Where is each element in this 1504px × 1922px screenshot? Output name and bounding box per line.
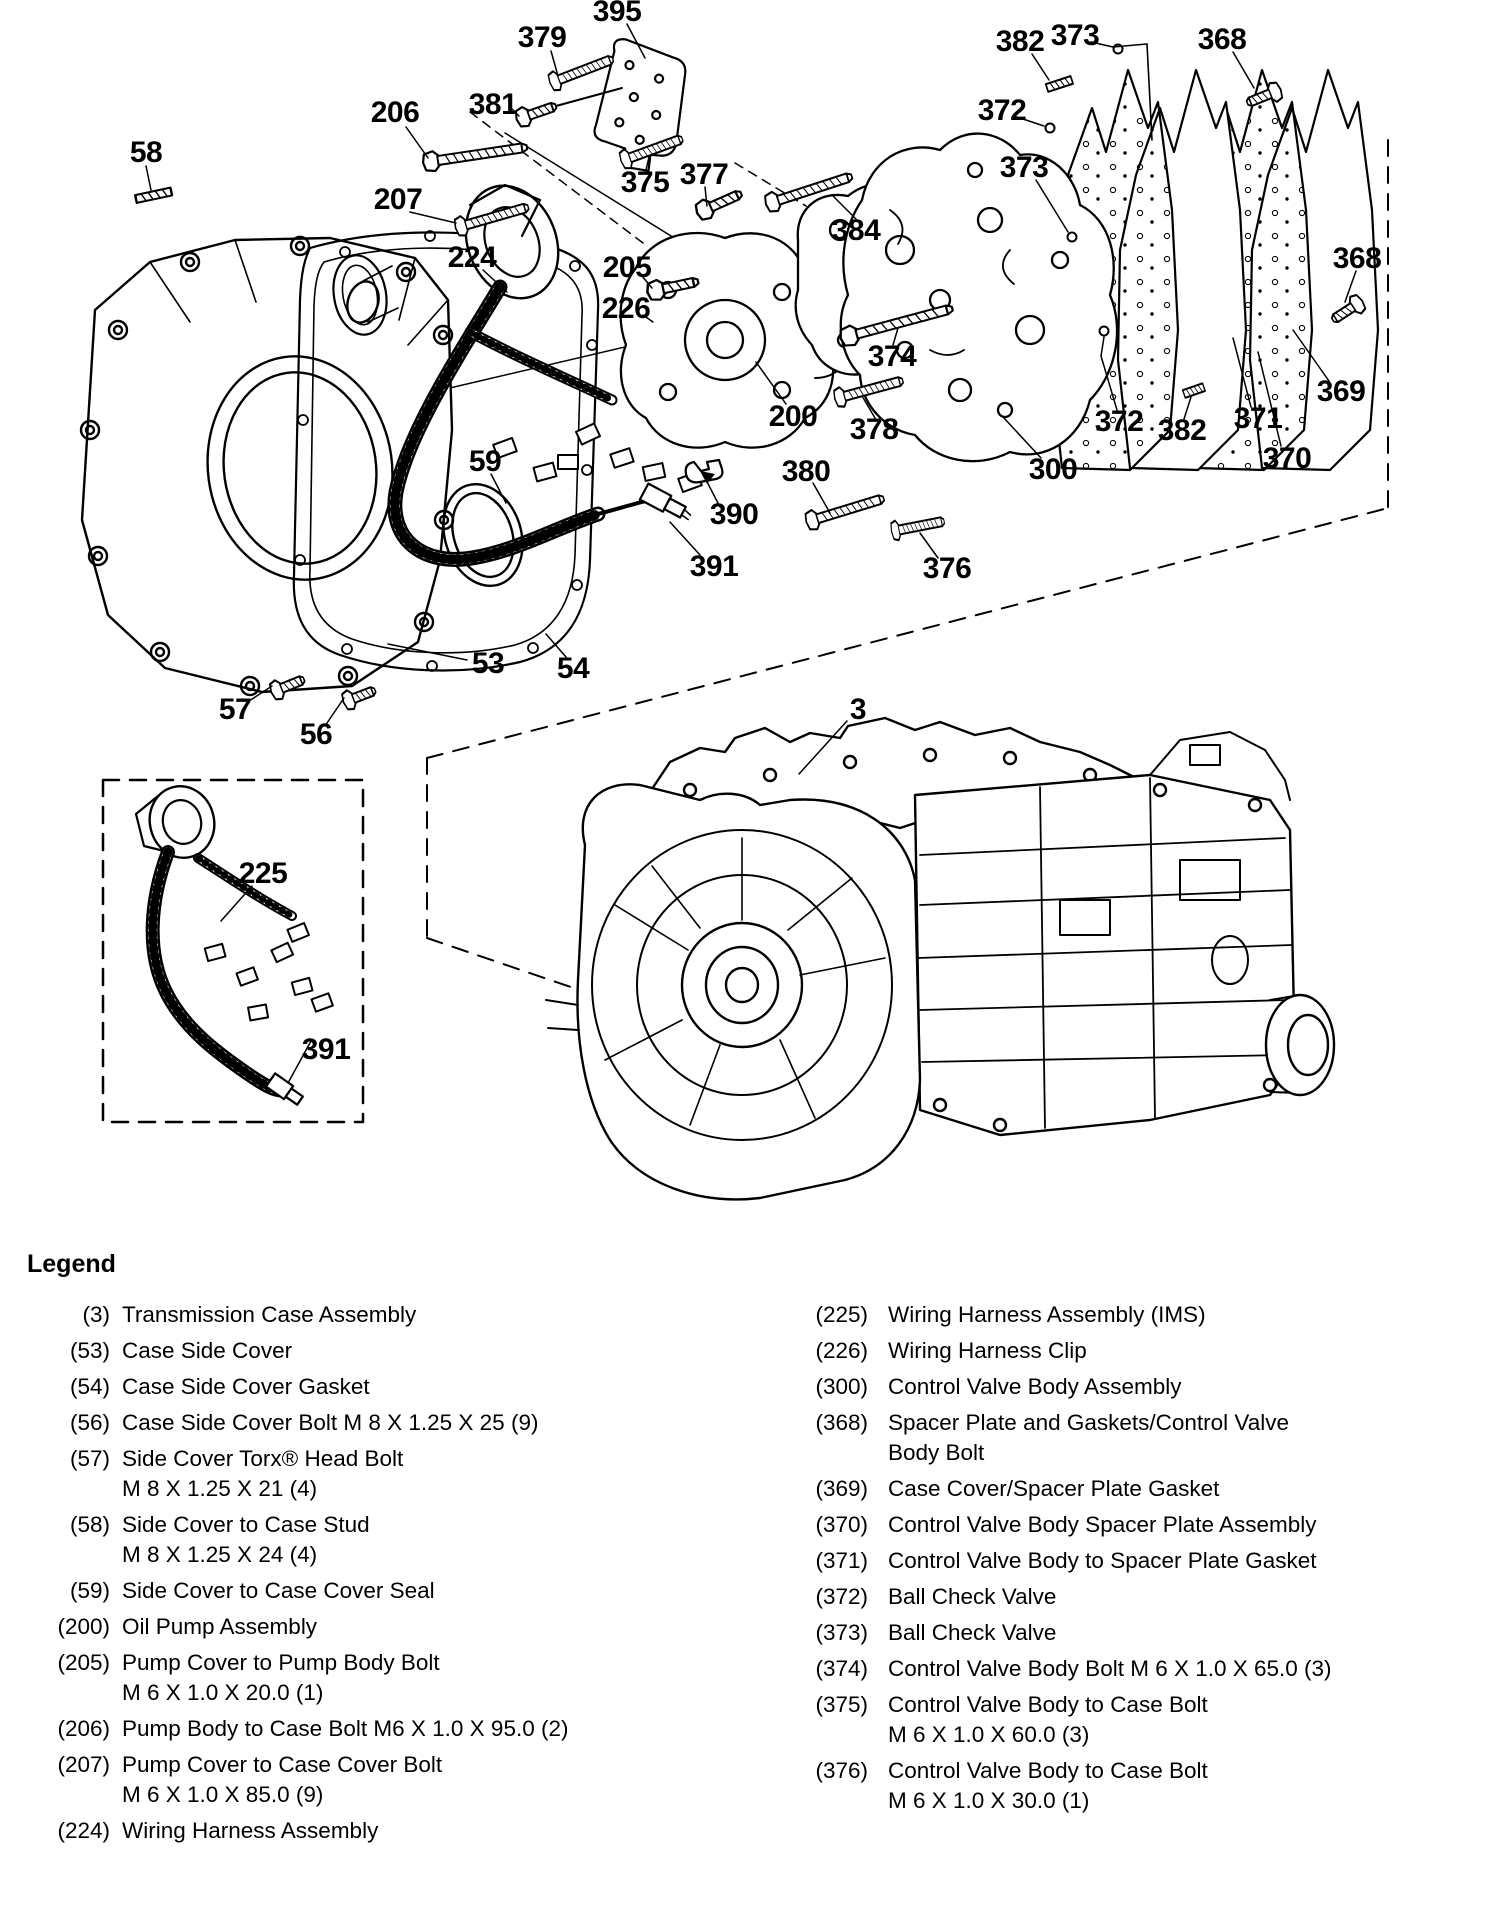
callout-57: 57 <box>218 693 252 726</box>
legend-part-description: Wiring Harness Assembly <box>122 1818 379 1843</box>
legend-part-description: Spacer Plate and Gaskets/Control Valve Body Bolt <box>888 1410 1290 1465</box>
callout-226: 226 <box>601 292 651 325</box>
legend-part-description: Pump Body to Case Bolt M6 X 1.0 X 95.0 (2) <box>122 1716 569 1741</box>
callout-3: 3 <box>849 693 867 726</box>
legend-part-number: (224) <box>57 1818 110 1843</box>
harness-clip-drawing <box>686 460 723 482</box>
legend-part-number: (205) <box>57 1650 110 1675</box>
callout-382: 382 <box>1157 414 1207 447</box>
callout-368: 368 <box>1197 23 1247 56</box>
legend-entry <box>36 1750 676 1810</box>
callout-382: 382 <box>995 25 1045 58</box>
legend-part-description: Ball Check Valve <box>888 1584 1057 1609</box>
callout-384: 384 <box>831 214 881 247</box>
legend-column-right <box>794 1300 1484 1822</box>
callout-368: 368 <box>1332 242 1382 275</box>
legend-entry <box>36 1714 676 1744</box>
legend-part-number: (225) <box>815 1302 868 1327</box>
callout-380: 380 <box>781 455 831 488</box>
legend-entry <box>794 1618 1484 1648</box>
legend-entry <box>794 1756 1484 1816</box>
legend-entry <box>36 1444 676 1504</box>
legend-entry <box>794 1654 1484 1684</box>
legend-part-number: (374) <box>815 1656 868 1681</box>
callout-377: 377 <box>679 158 729 191</box>
legend-entry <box>36 1408 676 1438</box>
ims-harness-box-drawing <box>103 779 363 1122</box>
legend-entry <box>36 1648 676 1708</box>
callout-391: 391 <box>301 1033 351 1066</box>
legend-part-description: Case Side Cover Gasket <box>122 1374 370 1399</box>
legend-part-number: (53) <box>69 1338 110 1363</box>
legend-entry <box>36 1336 676 1366</box>
callout-206: 206 <box>370 96 420 129</box>
transmission-drawing <box>546 718 1334 1199</box>
legend-part-number: (207) <box>57 1752 110 1777</box>
legend-part-description: Oil Pump Assembly <box>122 1614 318 1639</box>
legend-part-number: (54) <box>69 1374 110 1399</box>
callout-224: 224 <box>447 241 497 274</box>
legend-part-description: Wiring Harness Clip <box>888 1338 1087 1363</box>
legend-part-number: (56) <box>69 1410 110 1435</box>
callout-374: 374 <box>867 340 917 373</box>
legend-entry <box>36 1576 676 1606</box>
legend-part-description: Case Side Cover <box>122 1338 293 1363</box>
legend-entry <box>794 1582 1484 1612</box>
legend-entry <box>794 1300 1484 1330</box>
legend-entry <box>36 1300 676 1330</box>
legend-part-description: Case Side Cover Bolt M 8 X 1.25 X 25 (9) <box>122 1410 539 1435</box>
callout-381: 381 <box>468 88 518 121</box>
legend-part-description: Pump Cover to Case Cover Bolt M 6 X 1.0 X 85.0 (9) <box>122 1752 443 1807</box>
legend-heading: Legend <box>27 1250 116 1278</box>
legend-part-number: (370) <box>815 1512 868 1537</box>
legend-part-description: Control Valve Body to Spacer Plate Gasket <box>888 1548 1317 1573</box>
legend-part-description: Control Valve Body Spacer Plate Assembly <box>888 1512 1317 1537</box>
callout-54: 54 <box>556 652 590 685</box>
legend-part-description: Side Cover to Case Cover Seal <box>122 1578 435 1603</box>
callout-58: 58 <box>129 136 163 169</box>
legend-part-number: (200) <box>57 1614 110 1639</box>
legend-part-number: (3) <box>82 1302 110 1327</box>
legend-part-number: (300) <box>815 1374 868 1399</box>
callout-371: 371 <box>1233 402 1283 435</box>
legend-part-number: (372) <box>815 1584 868 1609</box>
legend-part-description: Ball Check Valve <box>888 1620 1057 1645</box>
legend-entry <box>794 1474 1484 1504</box>
legend-part-number: (369) <box>815 1476 868 1501</box>
callout-375: 375 <box>620 166 670 199</box>
callout-369: 369 <box>1316 375 1366 408</box>
legend-entry <box>794 1336 1484 1366</box>
callout-390: 390 <box>709 498 759 531</box>
legend-column-left <box>36 1300 676 1852</box>
callout-59: 59 <box>468 445 502 478</box>
legend-part-number: (206) <box>57 1716 110 1741</box>
callout-300: 300 <box>1028 453 1078 486</box>
callout-370: 370 <box>1262 442 1312 475</box>
callout-378: 378 <box>849 413 899 446</box>
legend-part-description: Transmission Case Assembly <box>122 1302 417 1327</box>
legend-part-number: (373) <box>815 1620 868 1645</box>
callout-376: 376 <box>922 552 972 585</box>
legend-entry <box>794 1546 1484 1576</box>
legend-part-number: (376) <box>815 1758 868 1783</box>
legend-entry <box>36 1510 676 1570</box>
callout-379: 379 <box>517 21 567 54</box>
legend-entry <box>36 1816 676 1846</box>
callout-373: 373 <box>999 151 1049 184</box>
legend-entry <box>794 1372 1484 1402</box>
legend-part-description: Side Cover to Case Stud M 8 X 1.25 X 24 (4) <box>122 1512 370 1567</box>
legend-part-description: Wiring Harness Assembly (IMS) <box>888 1302 1206 1327</box>
legend-entry <box>794 1690 1484 1750</box>
legend-entry <box>794 1408 1484 1468</box>
legend-entry <box>36 1612 676 1642</box>
callout-225: 225 <box>238 857 288 890</box>
callout-372: 372 <box>1094 405 1144 438</box>
callout-56: 56 <box>299 718 333 751</box>
callout-391: 391 <box>689 550 739 583</box>
legend-part-number: (58) <box>69 1512 110 1537</box>
legend-part-description: Control Valve Body Assembly <box>888 1374 1182 1399</box>
legend-entry <box>36 1372 676 1402</box>
legend-part-number: (57) <box>69 1446 110 1471</box>
legend-part-number: (368) <box>815 1410 868 1435</box>
callout-207: 207 <box>373 183 423 216</box>
callout-205: 205 <box>602 251 652 284</box>
legend-part-description: Pump Cover to Pump Body Bolt M 6 X 1.0 X 20.0 (1) <box>122 1650 440 1705</box>
legend-part-description: Control Valve Body to Case Bolt M 6 X 1.0 X 30.0 (1) <box>888 1758 1208 1813</box>
legend-part-number: (375) <box>815 1692 868 1717</box>
callout-200: 200 <box>768 400 818 433</box>
legend-part-description: Side Cover Torx® Head Bolt M 8 X 1.25 X 21 (4) <box>122 1446 404 1501</box>
callout-372: 372 <box>977 94 1027 127</box>
callout-373: 373 <box>1050 19 1100 52</box>
legend-part-description: Control Valve Body to Case Bolt M 6 X 1.0 X 60.0 (3) <box>888 1692 1208 1747</box>
legend-part-description: Case Cover/Spacer Plate Gasket <box>888 1476 1220 1501</box>
legend-part-number: (59) <box>69 1578 110 1603</box>
legend-part-number: (371) <box>815 1548 868 1573</box>
legend-entry <box>794 1510 1484 1540</box>
legend-part-number: (226) <box>815 1338 868 1363</box>
callout-395: 395 <box>592 0 642 28</box>
legend-part-description: Control Valve Body Bolt M 6 X 1.0 X 65.0 (3) <box>888 1656 1332 1681</box>
callout-53: 53 <box>471 647 505 680</box>
